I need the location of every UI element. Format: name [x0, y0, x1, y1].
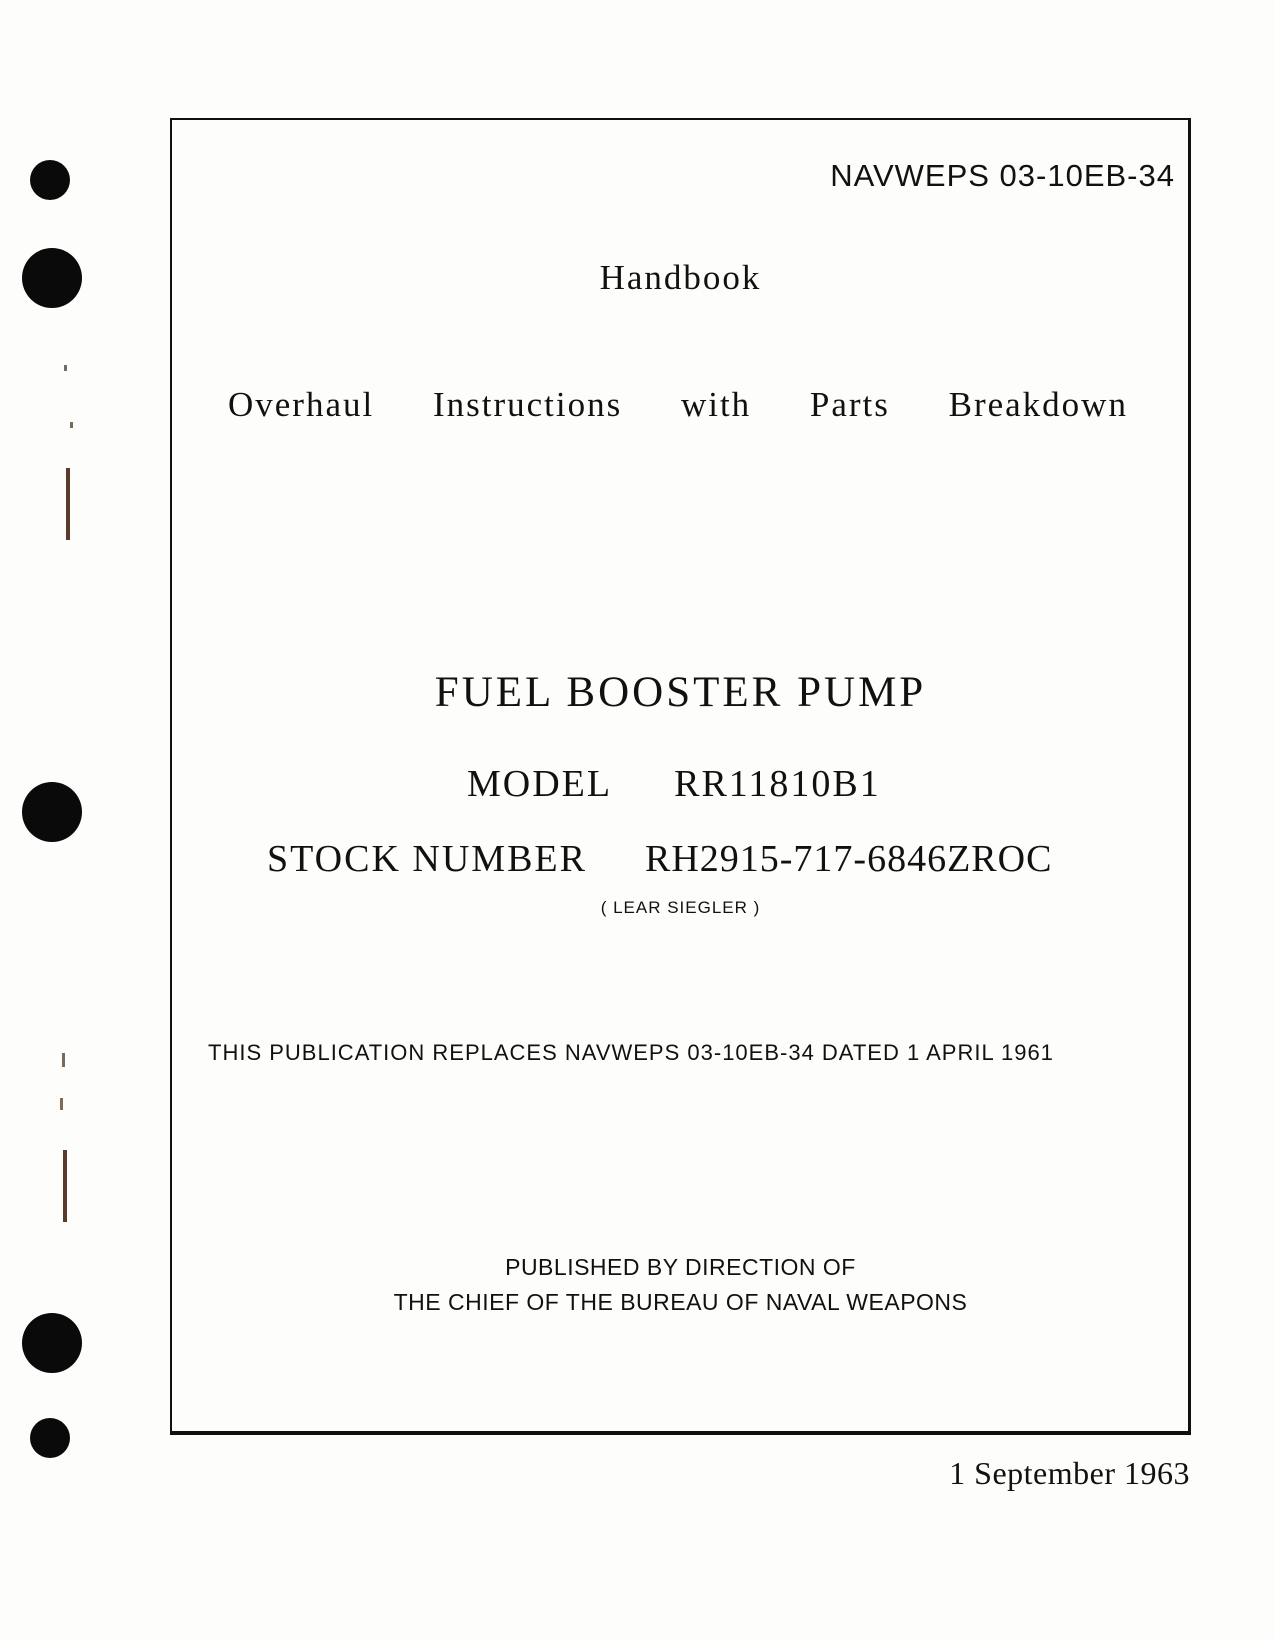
subtitle-word: Breakdown — [948, 385, 1128, 424]
subtitle-word: with — [680, 385, 752, 424]
stock-value: RH2915-717-6846ZROC — [644, 838, 1053, 880]
subtitle-word: Overhaul — [228, 385, 375, 424]
subtitle — [228, 385, 1128, 425]
replaces-notice: THIS PUBLICATION REPLACES NAVWEPS 03-10EB-34 DATED 1 APRIL 1961 — [208, 1040, 1054, 1065]
subtitle-word: Instructions — [432, 385, 623, 424]
handbook-label: Handbook — [599, 258, 762, 297]
stock-label: STOCK NUMBER — [267, 838, 587, 880]
paper-speck — [70, 422, 73, 428]
punch-hole — [30, 1418, 70, 1458]
publication-date: 1 September 1963 — [949, 1455, 1190, 1491]
manufacturer: ( LEAR SIEGLER ) — [600, 898, 761, 917]
stock-number-line — [267, 837, 1052, 881]
paper-speck — [62, 1053, 65, 1067]
published-by — [170, 1250, 1191, 1320]
publication-number: NAVWEPS 03-10EB-34 — [830, 158, 1175, 193]
paper-speck — [64, 365, 67, 371]
staple-mark — [66, 468, 70, 540]
punch-hole — [22, 1313, 82, 1373]
published-line: THE CHIEF OF THE BUREAU OF NAVAL WEAPONS — [393, 1289, 968, 1315]
model-label: MODEL — [467, 763, 613, 805]
paper-speck — [60, 1098, 63, 1110]
document-title: FUEL BOOSTER PUMP — [434, 669, 927, 716]
model-value: RR11810B1 — [674, 763, 881, 805]
staple-mark — [63, 1150, 67, 1222]
punch-hole — [22, 248, 82, 308]
punch-hole — [30, 160, 70, 200]
punch-hole — [22, 782, 82, 842]
model-line — [467, 762, 881, 806]
subtitle-word: Parts — [809, 385, 890, 424]
published-line: PUBLISHED BY DIRECTION OF — [505, 1254, 856, 1280]
